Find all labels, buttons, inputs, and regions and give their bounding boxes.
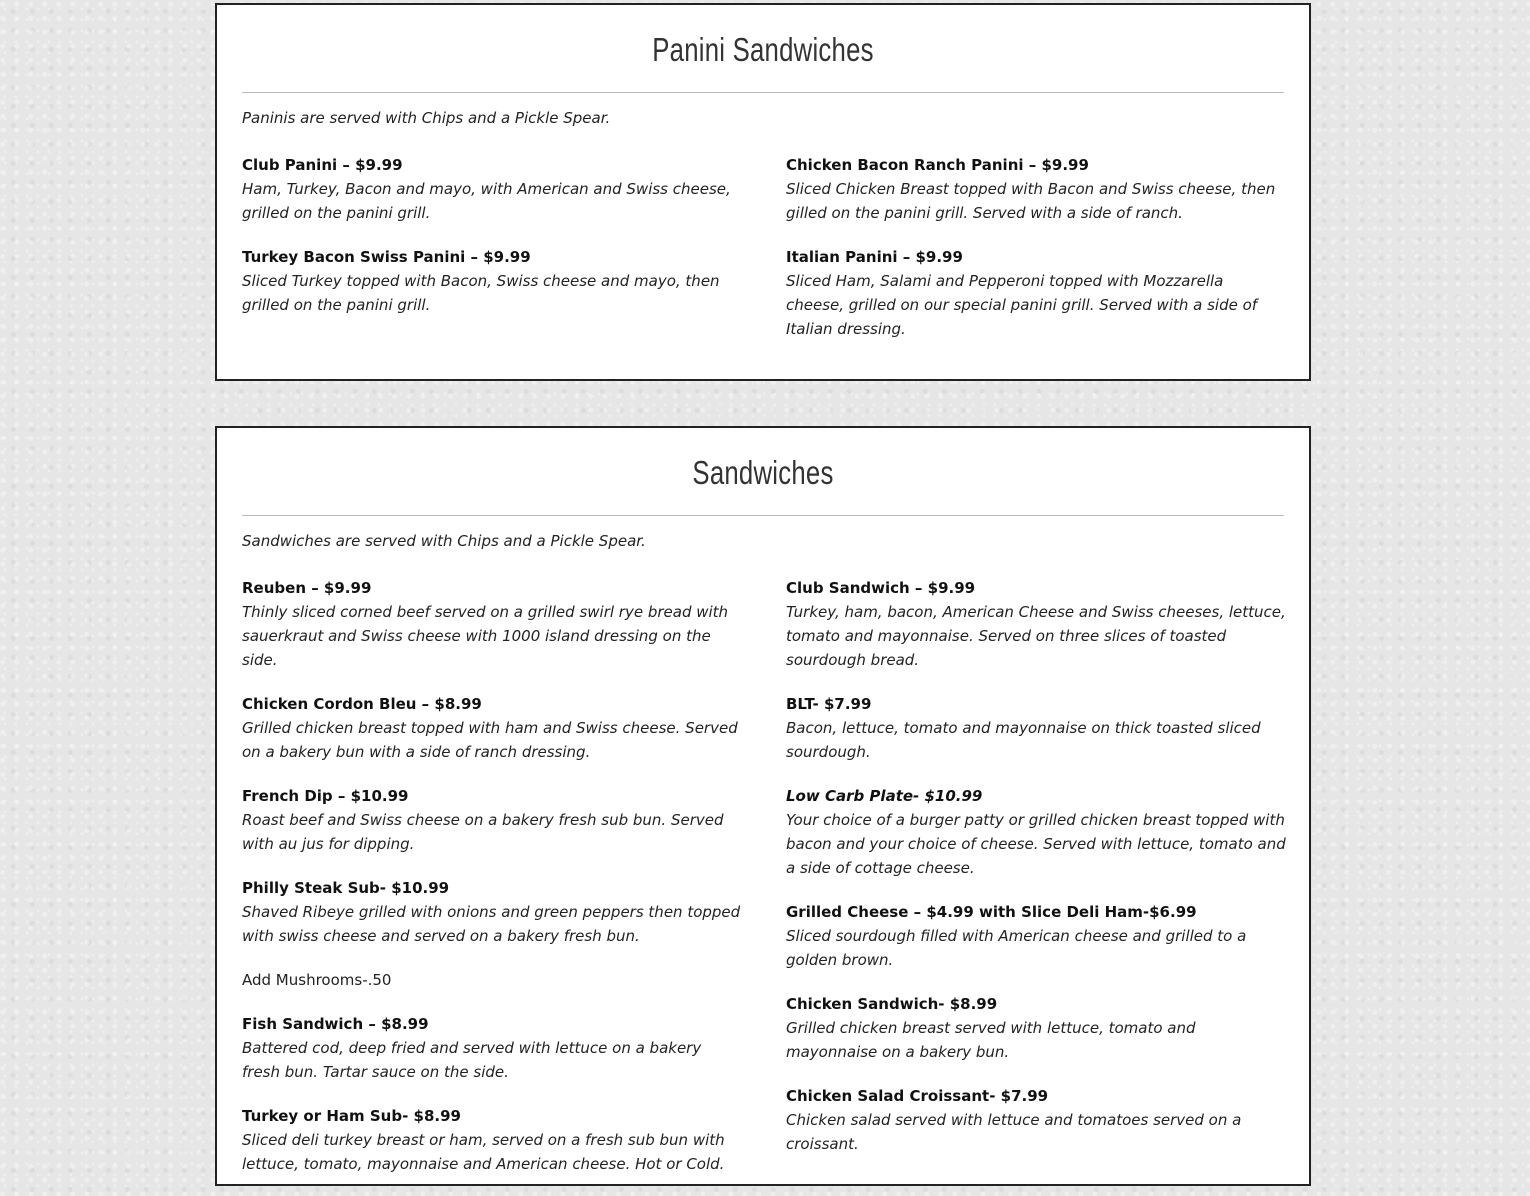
item-name: Italian Panini – $9.99 xyxy=(786,248,963,266)
item-description: Grilled chicken breast served with lettuce, tomato and mayonnaise on a bakery bun. xyxy=(786,1019,1196,1061)
sandwiches-left-column xyxy=(242,576,742,1196)
item-name: Grilled Cheese – $4.99 with Slice Deli Ham-$6.99 xyxy=(786,903,1197,921)
item-name: Chicken Bacon Ranch Panini – $9.99 xyxy=(786,156,1089,174)
item-description: Thinly sliced corned beef served on a grilled swirl rye bread with sauerkraut and Swiss cheese with 1000 island dressing on the side. xyxy=(242,603,729,669)
item-name: Fish Sandwich – $8.99 xyxy=(242,1015,429,1033)
panini-intro: Paninis are served with Chips and a Pickle Spear. xyxy=(242,109,611,127)
item-name: BLT- $7.99 xyxy=(786,695,872,713)
menu-item xyxy=(242,1104,742,1176)
menu-item xyxy=(242,153,742,225)
item-description: Shaved Ribeye grilled with onions and green peppers then topped with swiss cheese and served on a bakery fresh bun. xyxy=(242,903,741,945)
item-description: Sliced deli turkey breast or ham, served on a fresh sub bun with lettuce, tomato, mayonnaise and American cheese. Hot or Cold. xyxy=(242,1131,725,1173)
item-description: Bacon, lettuce, tomato and mayonnaise on thick toasted sliced sourdough. xyxy=(786,719,1261,761)
item-name: Philly Steak Sub- $10.99 xyxy=(242,879,450,897)
menu-item xyxy=(242,784,742,856)
menu-item xyxy=(242,1012,742,1084)
title-divider xyxy=(242,92,1284,93)
sandwiches-panel xyxy=(215,426,1311,1186)
item-description: Your choice of a burger patty or grilled chicken breast topped with bacon and your choice of cheese. Served with lettuce, tomato and a side of cottage cheese. xyxy=(786,811,1286,877)
item-description: Battered cod, deep fried and served with lettuce on a bakery fresh bun. Tartar sauce on the side. xyxy=(242,1039,702,1081)
sandwiches-intro: Sandwiches are served with Chips and a Pickle Spear. xyxy=(242,532,646,550)
item-description: Grilled chicken breast topped with ham and Swiss cheese. Served on a bakery bun with a side of ranch dressing. xyxy=(242,719,738,761)
title-divider xyxy=(242,515,1284,516)
menu-item xyxy=(786,900,1286,972)
item-name: Turkey or Ham Sub- $8.99 xyxy=(242,1107,461,1125)
menu-item xyxy=(786,153,1286,225)
item-name: Club Panini – $9.99 xyxy=(242,156,403,174)
sandwiches-right-column xyxy=(786,576,1286,1176)
menu-item xyxy=(786,1084,1286,1156)
item-description: Sliced Turkey topped with Bacon, Swiss cheese and mayo, then grilled on the panini grill. xyxy=(242,272,720,314)
menu-item xyxy=(242,576,742,672)
item-description: Ham, Turkey, Bacon and mayo, with American and Swiss cheese, grilled on the panini grill. xyxy=(242,180,731,222)
item-description: Turkey, ham, bacon, American Cheese and Swiss cheeses, lettuce, tomato and mayonnaise. Served on three slices of toasted sourdough bread. xyxy=(786,603,1286,669)
item-description: Sliced sourdough filled with American cheese and grilled to a golden brown. xyxy=(786,927,1247,969)
item-description: Chicken salad served with lettuce and tomatoes served on a croissant. xyxy=(786,1111,1242,1153)
menu-item xyxy=(786,784,1286,880)
item-name: French Dip – $10.99 xyxy=(242,787,409,805)
panini-left-column xyxy=(242,153,742,337)
item-description: Sliced Ham, Salami and Pepperoni topped with Mozzarella cheese, grilled on our special panini grill. Served with a side of Italian dressing. xyxy=(786,272,1258,338)
item-name: Chicken Cordon Bleu – $8.99 xyxy=(242,695,482,713)
menu-item xyxy=(242,245,742,317)
menu-item xyxy=(786,692,1286,764)
panini-sandwiches-panel xyxy=(215,3,1311,381)
menu-item xyxy=(786,576,1286,672)
panini-right-column xyxy=(786,153,1286,361)
menu-item xyxy=(786,245,1286,341)
menu-item xyxy=(242,692,742,764)
menu-item xyxy=(786,992,1286,1064)
item-name: Chicken Sandwich- $8.99 xyxy=(786,995,998,1013)
item-description: Roast beef and Swiss cheese on a bakery fresh sub bun. Served with au jus for dipping. xyxy=(242,811,724,853)
item-name: Chicken Salad Croissant- $7.99 xyxy=(786,1087,1049,1105)
menu-item xyxy=(242,876,742,948)
sandwiches-section-title: Sandwiches xyxy=(692,454,834,491)
addon-note: Add Mushrooms-.50 xyxy=(242,971,392,989)
item-name: Reuben – $9.99 xyxy=(242,579,372,597)
panini-section-title: Panini Sandwiches xyxy=(652,31,874,68)
item-name: Low Carb Plate- $10.99 xyxy=(786,787,983,805)
item-name: Turkey Bacon Swiss Panini – $9.99 xyxy=(242,248,531,266)
item-description: Sliced Chicken Breast topped with Bacon and Swiss cheese, then gilled on the panini grill. Served with a side of ranch. xyxy=(786,180,1276,222)
item-name: Club Sandwich – $9.99 xyxy=(786,579,976,597)
